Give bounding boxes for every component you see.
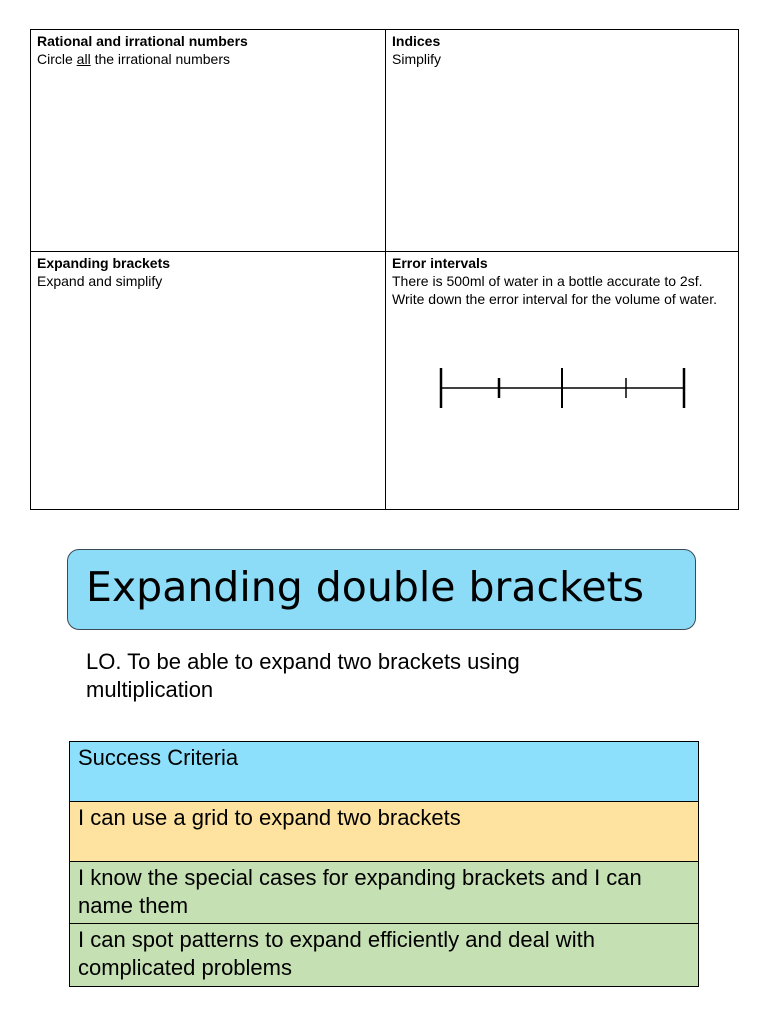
indices-cell	[386, 30, 738, 251]
number-line-icon	[436, 366, 686, 416]
error-intervals-cell	[386, 252, 738, 509]
success-criteria-header: Success Criteria	[70, 742, 698, 802]
success-criteria-item: I can use a grid to expand two brackets	[70, 802, 698, 862]
error-intervals-title: Error intervals	[392, 255, 488, 271]
expanding-brackets-title: Expanding brackets	[37, 255, 171, 271]
indices-title: Indices	[392, 33, 441, 49]
rational-numbers-title: Rational and irrational numbers	[37, 33, 248, 49]
error-intervals-question: There is 500ml of water in a bottle accurate to 2sf. Write down the error interval for the volume of water.	[392, 273, 717, 307]
lesson-title: Expanding double brackets	[86, 563, 645, 611]
instruction-emphasis: all	[76, 51, 91, 67]
learning-objective: LO. To be able to expand two brackets using multiplication	[86, 649, 520, 702]
instruction-prefix: Circle	[37, 51, 77, 67]
lesson-title-banner	[67, 549, 696, 630]
success-criteria-table	[69, 741, 699, 987]
rational-numbers-cell	[31, 30, 385, 251]
success-criteria-item: I know the special cases for expanding brackets and I can name them	[70, 862, 698, 924]
indices-instruction: Simplify	[392, 51, 442, 67]
success-criteria-item: I can spot patterns to expand efficiently and deal with complicated problems	[70, 924, 698, 986]
expanding-brackets-cell	[31, 252, 385, 509]
expanding-brackets-instruction: Expand and simplify	[37, 273, 163, 289]
instruction-suffix: the irrational numbers	[90, 51, 230, 67]
starter-grid	[30, 29, 739, 510]
rational-numbers-instruction	[37, 50, 379, 68]
